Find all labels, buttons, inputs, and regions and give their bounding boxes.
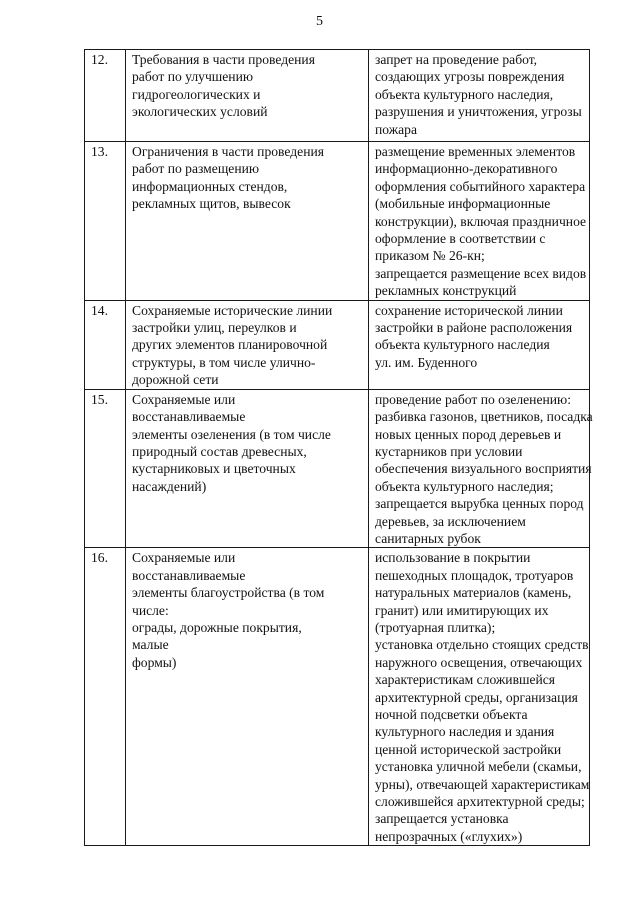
cell-line: насаждений) — [132, 478, 207, 494]
cell-line: натуральных материалов (камень, — [375, 585, 572, 601]
cell-line: гранит) или имитирующих их — [375, 602, 549, 618]
cell-line: структуры, в том числе улично- — [132, 354, 316, 370]
cell-line: создающих угрозы повреждения — [375, 69, 565, 85]
rule-cell — [369, 389, 593, 548]
cell-line: рекламных щитов, вывесок — [132, 196, 291, 212]
table-row — [85, 300, 590, 389]
cell-line: (тротуарная плитка); — [375, 619, 496, 635]
cell-line: Сохраняемые или — [132, 391, 236, 407]
row-number-text: 15. — [91, 391, 108, 407]
cell-line: характеристикам сложившейся — [375, 672, 556, 688]
requirement-cell — [126, 389, 369, 548]
row-number-text: 14. — [91, 302, 108, 318]
cell-line: Сохраняемые или — [132, 550, 236, 566]
cell-line: пожара — [375, 121, 417, 137]
requirement-cell — [126, 50, 369, 142]
cell-line: наружного освещения, отвечающих — [375, 654, 583, 670]
cell-line: экологических условий — [132, 104, 268, 120]
row-number — [85, 300, 126, 389]
table-row — [85, 548, 590, 846]
table-row — [85, 389, 590, 548]
requirement-cell — [126, 300, 369, 389]
cell-line: ул. им. Буденного — [375, 354, 478, 370]
cell-line: Ограничения в части проведения — [132, 144, 324, 159]
cell-line: культурного наследия и здания — [375, 724, 555, 740]
cell-line: ночной подсветки объекта — [375, 707, 528, 722]
cell-line: установка уличной мебели (скамьи, — [375, 759, 582, 775]
table-row — [85, 142, 590, 301]
cell-line: ограды, дорожные покрытия, — [132, 619, 302, 635]
regulations-table — [84, 49, 593, 846]
cell-line: архитектурной среды, организация — [375, 689, 578, 705]
cell-line: работ по размещению — [132, 161, 260, 177]
cell-line: новых ценных пород деревьев и — [375, 426, 562, 442]
cell-line: оформление в соответствии с — [375, 231, 546, 247]
cell-line: кустарниковых и цветочных — [132, 461, 296, 477]
cell-line: приказом № 26-кн; — [375, 248, 485, 264]
cell-line: числе: — [132, 602, 169, 618]
cell-line: дорожной сети — [132, 372, 219, 388]
row-number-text: 16. — [91, 550, 108, 566]
cell-line: размещение временных элементов — [375, 144, 576, 159]
row-number-text: 12. — [91, 52, 108, 67]
row-number — [85, 389, 126, 548]
requirement-cell — [126, 142, 369, 301]
cell-line: запрещается размещение всех видов — [375, 265, 587, 281]
cell-line: разрушения и уничтожения, угрозы — [375, 104, 582, 120]
row-number — [85, 142, 126, 301]
cell-line: оформления событийного характера — [375, 178, 586, 194]
cell-line: непрозрачных («глухих») — [375, 828, 523, 844]
row-number-text: 13. — [91, 144, 108, 159]
cell-line: информационных стендов, — [132, 178, 288, 194]
cell-line: сложившейся архитектурной среды; — [375, 794, 585, 810]
cell-line: рекламных конструкций — [375, 283, 517, 299]
table-body — [85, 50, 593, 846]
cell-line: запрещается вырубка ценных пород — [375, 496, 584, 512]
cell-line: запрет на проведение работ, — [375, 52, 538, 67]
cell-line: деревьев, за исключением — [375, 513, 526, 529]
cell-line: обеспечения визуального восприятия — [375, 461, 592, 477]
cell-line: запрещается установка — [375, 811, 509, 827]
cell-line: кустарников при условии — [375, 443, 523, 459]
cell-line: восстанавливаемые — [132, 567, 246, 583]
cell-line: пешеходных площадок, тротуаров — [375, 567, 574, 583]
cell-line: использование в покрытии — [375, 550, 531, 566]
cell-line: объекта культурного наследия; — [375, 478, 554, 494]
rule-cell — [369, 50, 590, 142]
cell-line: Сохраняемые исторические линии — [132, 302, 333, 318]
cell-line: других элементов планировочной — [132, 337, 328, 353]
cell-line: объекта культурного наследия, — [375, 86, 554, 102]
cell-line: элементы озеленения (в том числе — [132, 426, 331, 442]
requirement-cell — [126, 548, 369, 846]
cell-line: восстанавливаемые — [132, 409, 246, 425]
row-number — [85, 548, 126, 846]
cell-line: информационно-декоративного — [375, 161, 558, 177]
rule-cell — [369, 300, 590, 389]
cell-line: природный состав древесных, — [132, 443, 307, 459]
table-row — [85, 50, 590, 142]
cell-line: (мобильные информационные — [375, 196, 551, 212]
cell-line: конструкции), включая праздничное — [375, 213, 587, 229]
cell-line: застройки улиц, переулков и — [132, 320, 297, 336]
cell-line: застройки в районе расположения — [375, 320, 573, 336]
rule-cell — [369, 142, 590, 301]
cell-line: разбивка газонов, цветников, посадка — [375, 409, 593, 425]
rule-cell — [369, 548, 590, 846]
cell-line: Требования в части проведения — [132, 52, 315, 67]
cell-line: урны), отвечающей характеристикам — [375, 776, 590, 792]
cell-line: элементы благоустройства (в том — [132, 585, 325, 601]
cell-line: формы) — [132, 654, 177, 670]
cell-line: сохранение исторической линии — [375, 302, 563, 318]
cell-line: проведение работ по озеленению: — [375, 391, 571, 407]
cell-line: гидрогеологических и — [132, 86, 261, 102]
row-number — [85, 50, 126, 142]
page-number: 5 — [316, 14, 323, 29]
cell-line: санитарных рубок — [375, 530, 481, 546]
cell-line: ценной исторической застройки — [375, 741, 562, 757]
cell-line: установка отдельно стоящих средств — [375, 637, 589, 653]
cell-line: работ по улучшению — [132, 69, 253, 85]
cell-line: объекта культурного наследия — [375, 337, 550, 353]
cell-line: малые — [132, 637, 169, 653]
